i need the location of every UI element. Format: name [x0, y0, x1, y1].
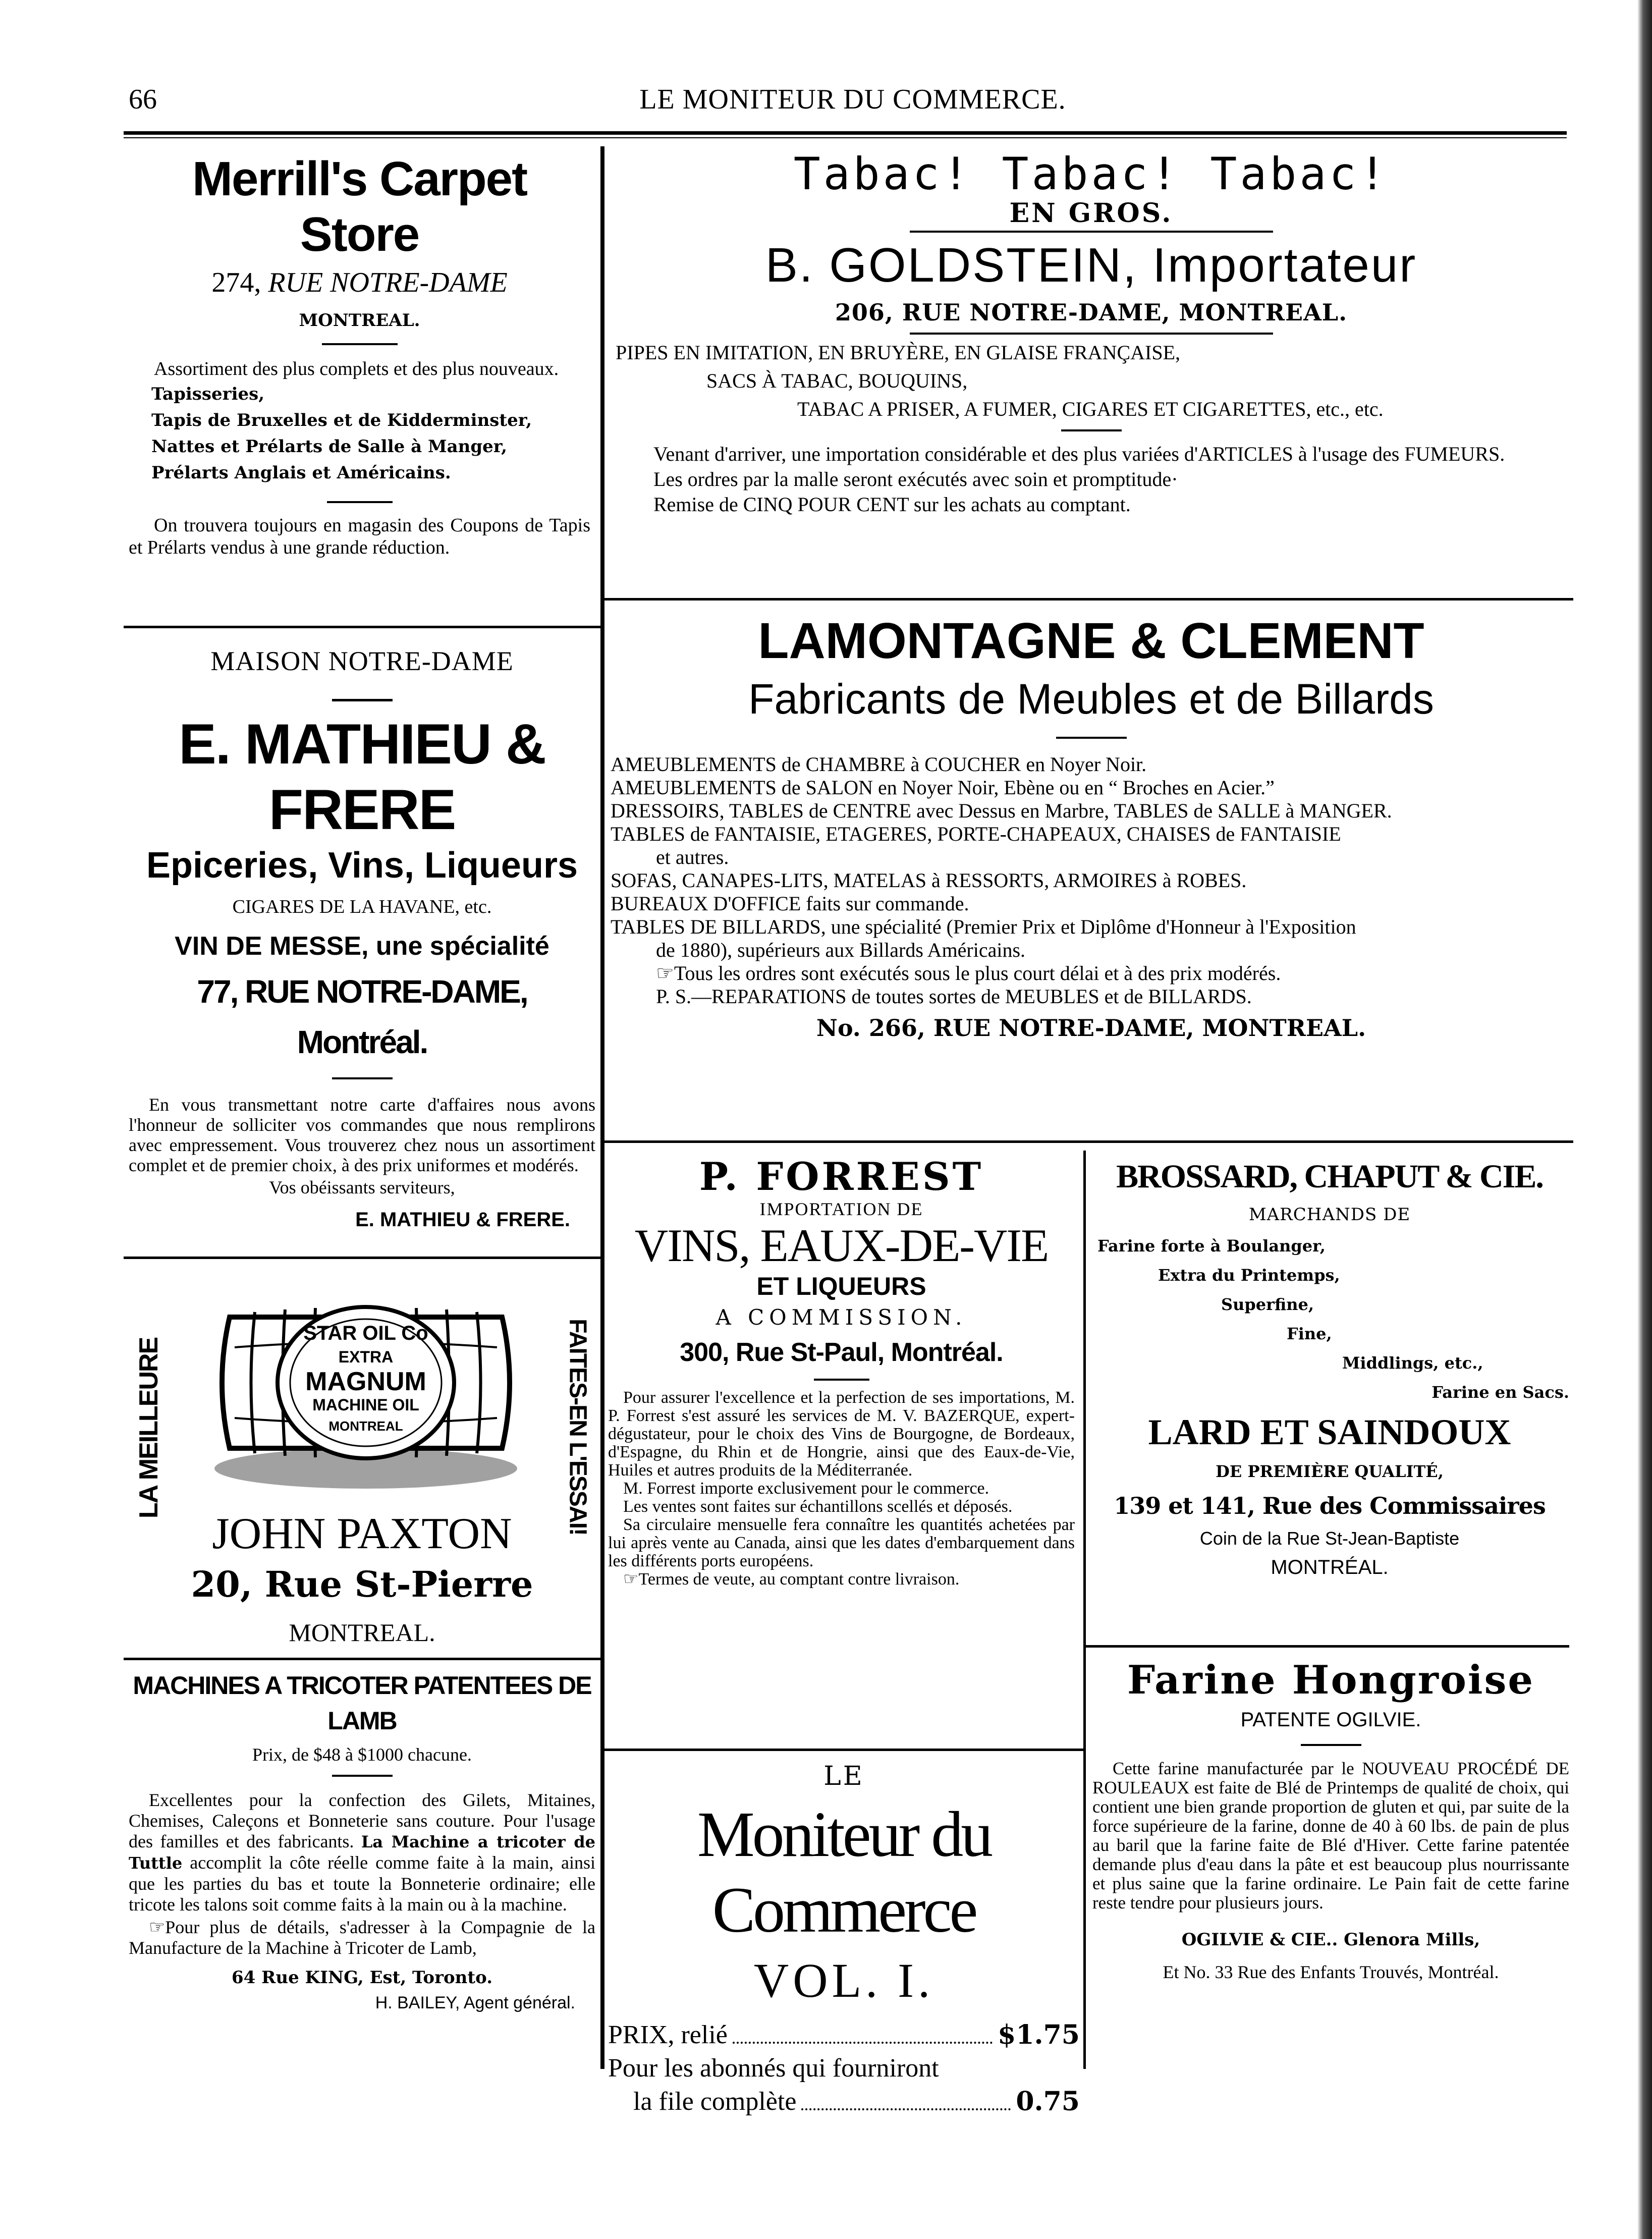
lamontagne-line: TABLES de FANTAISIE, ETAGERES, PORTE-CHAPEAUX, CHAISES de FANTAISIE — [611, 823, 1341, 845]
lamb-address: 64 Rue KING, Est, Toronto. — [231, 1968, 493, 1988]
ogilvie-title: Farine Hongroise — [1127, 1657, 1535, 1703]
ogilvie-patent: PATENTE OGILVIE. — [1240, 1709, 1421, 1731]
page-title: LE MONITEUR DU COMMERCE. — [639, 84, 1066, 115]
forrest-para4: Sa circulaire mensuelle fera connaître les quantités achetées par lui après vente au Canada, ainsi que les dates d'embarquement dans les différents ports européens. — [608, 1515, 1075, 1570]
lamontagne-line: AMEUBLEMENTS de SALON en Noyer Noir, Ebène ou en “ Broches en Acier.” — [611, 776, 1275, 799]
merrill-item: Tapisseries, — [151, 384, 265, 404]
brossard-name: BROSSARD, CHAPUT & CIE. — [1116, 1158, 1543, 1195]
mathieu-address: 77, RUE NOTRE-DAME, Montréal. — [197, 973, 527, 1060]
ogilvie-address: Et No. 33 Rue des Enfants Trouvés, Montréal. — [1163, 1962, 1499, 1982]
scan-edge — [1637, 0, 1652, 2239]
brossard-quality: DE PREMIÈRE QUALITÉ, — [1216, 1462, 1444, 1481]
forrest-address: 300, Rue St-Paul, Montréal. — [680, 1338, 1003, 1367]
lamontagne-line: BUREAUX D'OFFICE faits sur commande. — [611, 892, 969, 915]
merrill-city: MONTREAL. — [299, 310, 420, 331]
lamb-details: ☞Pour plus de détails, s'adresser à la Compagnie de la Manufacture de la Machine à Tricoter de Lamb, — [129, 1917, 595, 1958]
paxton-address: 20, Rue St-Pierre — [191, 1563, 533, 1605]
column-divider-lower — [1083, 1151, 1086, 2069]
forrest-sub: ET LIQUEURS — [756, 1272, 926, 1300]
forrest-commission: A COMMISSION. — [715, 1305, 967, 1330]
brossard-item: Farine en Sacs. — [1431, 1383, 1569, 1402]
goldstein-name: B. GOLDSTEIN, Importateur — [765, 238, 1417, 292]
goldstein-line2: SACS À TABAC, BOUQUINS, — [706, 369, 968, 392]
brossard-city: MONTRÉAL. — [1271, 1556, 1389, 1578]
barrel-extra-text: EXTRA — [338, 1348, 394, 1366]
moniteur-price-row: PRIX, relié $1.75 — [608, 2019, 1080, 2050]
lamontagne-line: et autres. — [656, 846, 729, 868]
mathieu-text: En vous transmettant notre carte d'affaires nous avons l'honneur de solliciter vos commandes que nous remplirons avec empressement. Vous trouverez chez nous un assortiment complet et de premier choix, à des prix uniformes et modérés. — [129, 1095, 595, 1175]
brossard-ad — [1090, 1156, 1569, 1583]
goldstein-para3: Remise de CINQ POUR CENT sur les achats au comptant. — [653, 493, 1131, 516]
moniteur-subs-row: la file complète 0.75 — [633, 2086, 1080, 2117]
mathieu-name: E. MATHIEU & FRERE — [179, 713, 545, 841]
rule — [604, 1140, 1573, 1143]
header-rule — [124, 131, 1567, 135]
pointing-hand-icon: ☞ — [149, 1917, 166, 1937]
paxton-name: JOHN PAXTON — [212, 1509, 512, 1558]
merrill-ad — [129, 151, 590, 559]
goldstein-line1: PIPES EN IMITATION, EN BRUYÈRE, EN GLAISE FRANÇAISE, — [616, 341, 1181, 364]
barrel-city-text: MONTREAL — [328, 1418, 403, 1434]
rule — [604, 1749, 1084, 1751]
lamontagne-address: No. 266, RUE NOTRE-DAME, MONTREAL. — [816, 1014, 1366, 1042]
mathieu-ad — [129, 641, 595, 1240]
brossard-item: Superfine, — [1221, 1295, 1314, 1314]
merrill-items — [129, 381, 590, 486]
pointing-hand-icon: ☞ — [623, 1570, 639, 1589]
mathieu-specialty: VIN DE MESSE, une spécialité — [175, 932, 549, 961]
rule — [604, 598, 1573, 600]
mathieu-signature: E. MATHIEU & FRERE. — [355, 1209, 570, 1231]
rule — [124, 1658, 600, 1660]
paxton-side-left: LA MEILLEURE — [134, 1337, 163, 1519]
goldstein-line3: TABAC A PRISER, A FUMER, CIGARES ET CIGARETTES, etc., etc. — [797, 398, 1384, 420]
forrest-name: P. FORREST — [699, 1154, 984, 1199]
merrill-item: Prélarts Anglais et Américains. — [151, 463, 451, 483]
brossard-corner: Coin de la Rue St-Jean-Baptiste — [1199, 1528, 1460, 1549]
brossard-item: Fine, — [1287, 1324, 1332, 1343]
brossard-item: Extra du Printemps, — [1158, 1266, 1340, 1285]
ogilvie-text: Cette farine manufacturée par le NOUVEAU PROCÉDÉ DE ROULEAUX est faite de Blé de Printemps de qualité de choix, qui contient une bien grande proportion de gluten et qui, par suite de la force supérieure de la farine, donne de 40 à 60 lbs. de pain de plus au baril que la farine faite de Blé d'Hiver. Cette farine patentée demande plus d'eau dans la pâte et est beaucoup plus nourrissante et plus saine que la farine ordinaire. Le Pain fait de cette farine reste tendre pour plusieurs jours. — [1092, 1759, 1569, 1913]
forrest-ad — [608, 1156, 1075, 1589]
lamb-price: Prix, de $48 à $1000 chacune. — [252, 1744, 472, 1765]
rule — [124, 626, 600, 628]
barrel-sub-text: MACHINE OIL — [312, 1396, 419, 1414]
merrill-item: Tapis de Bruxelles et de Kidderminster, — [151, 410, 532, 430]
ogilvie-company: OGILVIE & CIE.. Glenora Mills, — [1181, 1930, 1480, 1950]
goldstein-en-gros: EN GROS. — [1009, 198, 1173, 229]
lamontagne-line: ☞Tous les ordres sont exécutés sous le plus court délai et à des prix modérés. — [656, 962, 1281, 985]
lamontagne-line: SOFAS, CANAPES-LITS, MATELAS à RESSORTS, ARMOIRES à ROBES. — [611, 869, 1247, 892]
lamontagne-line: DRESSOIRS, TABLES de CENTRE avec Dessus en Marbre, TABLES de SALLE à MANGER. — [611, 799, 1392, 822]
lamontagne-line: TABLES DE BILLARDS, une spécialité (Premier Prix et Diplôme d'Honneur à l'Exposition — [611, 915, 1356, 938]
barrel-main-text: MAGNUM — [305, 1367, 426, 1396]
merrill-item: Nattes et Prélarts de Salle à Manger, — [151, 436, 508, 457]
lamb-ad — [129, 1668, 595, 2013]
brossard-merchants: MARCHANDS DE — [1248, 1205, 1411, 1225]
mathieu-trade: Epiceries, Vins, Liqueurs — [146, 845, 578, 886]
lamontagne-trade: Fabricants de Meubles et de Billards — [748, 675, 1434, 723]
forrest-para5: ☞Termes de veute, au comptant contre livraison. — [623, 1570, 960, 1589]
forrest-para1: Pour assurer l'excellence et la perfection de ses importations, M. P. Forrest s'est assuré les services de M. V. BAZERQUE, expert-dégustateur, pour le choix des Vins de Bourgogne, de Bordeaux, d'Espagne, du Rhin et de Hongrie, ainsi que des Eaux-de-Vie, Huiles et autres produits de la Méditerranée. — [608, 1388, 1075, 1480]
pointing-hand-icon: ☞ — [656, 962, 674, 985]
brossard-lard: LARD ET SAINDOUX — [1148, 1412, 1511, 1452]
lamontagne-line: de 1880), supérieurs aux Billards Américains. — [656, 939, 1026, 961]
merrill-address: 274, RUE NOTRE-DAME — [211, 267, 508, 298]
forrest-para2: M. Forrest importe exclusivement pour le commerce. — [623, 1479, 989, 1498]
mathieu-cigars: CIGARES DE LA HAVANE, etc. — [232, 896, 492, 917]
moniteur-vol: VOL. I. — [753, 1953, 934, 2007]
lamb-title: MACHINES A TRICOTER PATENTEES DE LAMB — [133, 1671, 591, 1735]
brossard-item: Farine forte à Boulanger, — [1097, 1236, 1326, 1255]
moniteur-subs-line1: Pour les abonnés qui fourniront — [608, 2054, 939, 2083]
lamb-text: Excellentes pour la confection des Gilets, Mitaines, Chemises, Caleçons et Bonneterie sans couture. Pour l'usage des familles et des fabricants. La Machine a tricoter de Tuttle accomplit la côte réelle comme faite à la main, ainsi que les parties du bas et toute la Bonneterie ordinaire; elle tricote les talons soit comme faits à la main ou à la machine. — [129, 1790, 596, 1915]
lamontagne-name: LAMONTAGNE & CLEMENT — [758, 613, 1424, 669]
brossard-items — [1090, 1231, 1569, 1407]
moniteur-title: Moniteur du Commerce — [697, 1798, 991, 1946]
lamontagne-lines — [611, 753, 1572, 1008]
brossard-address: 139 et 141, Rue des Commissaires — [1114, 1492, 1546, 1519]
paxton-city: MONTREAL. — [289, 1618, 435, 1647]
page-number: 66 — [129, 84, 157, 115]
mathieu-house: MAISON NOTRE-DAME — [210, 646, 514, 676]
goldstein-para1: Venant d'arriver, une importation considérable et des plus variées d'ARTICLES à l'usage des FUMEURS. — [653, 443, 1505, 465]
moniteur-le: LE — [823, 1761, 864, 1791]
column-divider-main — [600, 146, 604, 2069]
forrest-import: IMPORTATION DE — [759, 1199, 923, 1219]
ogilvie-ad — [1092, 1655, 1569, 1984]
brossard-item: Middlings, etc., — [1342, 1353, 1483, 1373]
rule — [1085, 1645, 1569, 1648]
mathieu-closing: Vos obéissants serviteurs, — [269, 1177, 455, 1197]
merrill-footer: On trouvera toujours en magasin des Coupons de Tapis et Prélarts vendus à une grande réduction. — [129, 515, 590, 558]
goldstein-address: 206, RUE NOTRE-DAME, MONTREAL. — [835, 299, 1348, 326]
lamontagne-line: P. S.—REPARATIONS de toutes sortes de MEUBLES et de BILLARDS. — [656, 985, 1252, 1008]
forrest-para3: Les ventes sont faites sur échantillons scellés et déposés. — [623, 1497, 1013, 1516]
paxton-side-right: FAITES-EN L'ESSAI! — [564, 1319, 591, 1535]
oil-barrel-illustration — [199, 1282, 532, 1494]
goldstein-ad — [613, 149, 1569, 517]
rule — [124, 1257, 600, 1259]
barrel-top-text: STAR OIL Co — [303, 1322, 428, 1344]
header-rule-thin — [124, 137, 1567, 138]
merrill-title: Merrill's Carpet Store — [192, 152, 527, 261]
lamb-agent: H. BAILEY, Agent général. — [375, 1993, 575, 2012]
goldstein-para2: Les ordres par la malle seront exécutés avec soin et promptitude· — [653, 468, 1178, 490]
merrill-intro: Assortiment des plus complets et des plus nouveaux. — [154, 358, 559, 379]
goldstein-tabac: Tabac! Tabac! Tabac! — [793, 148, 1389, 200]
paxton-ad — [129, 1272, 595, 1660]
lamontagne-ad — [611, 611, 1572, 1046]
moniteur-ad — [608, 1756, 1080, 2118]
forrest-main: VINS, EAUX-DE-VIE — [634, 1220, 1049, 1271]
lamontagne-line: AMEUBLEMENTS de CHAMBRE à COUCHER en Noyer Noir. — [611, 753, 1147, 776]
